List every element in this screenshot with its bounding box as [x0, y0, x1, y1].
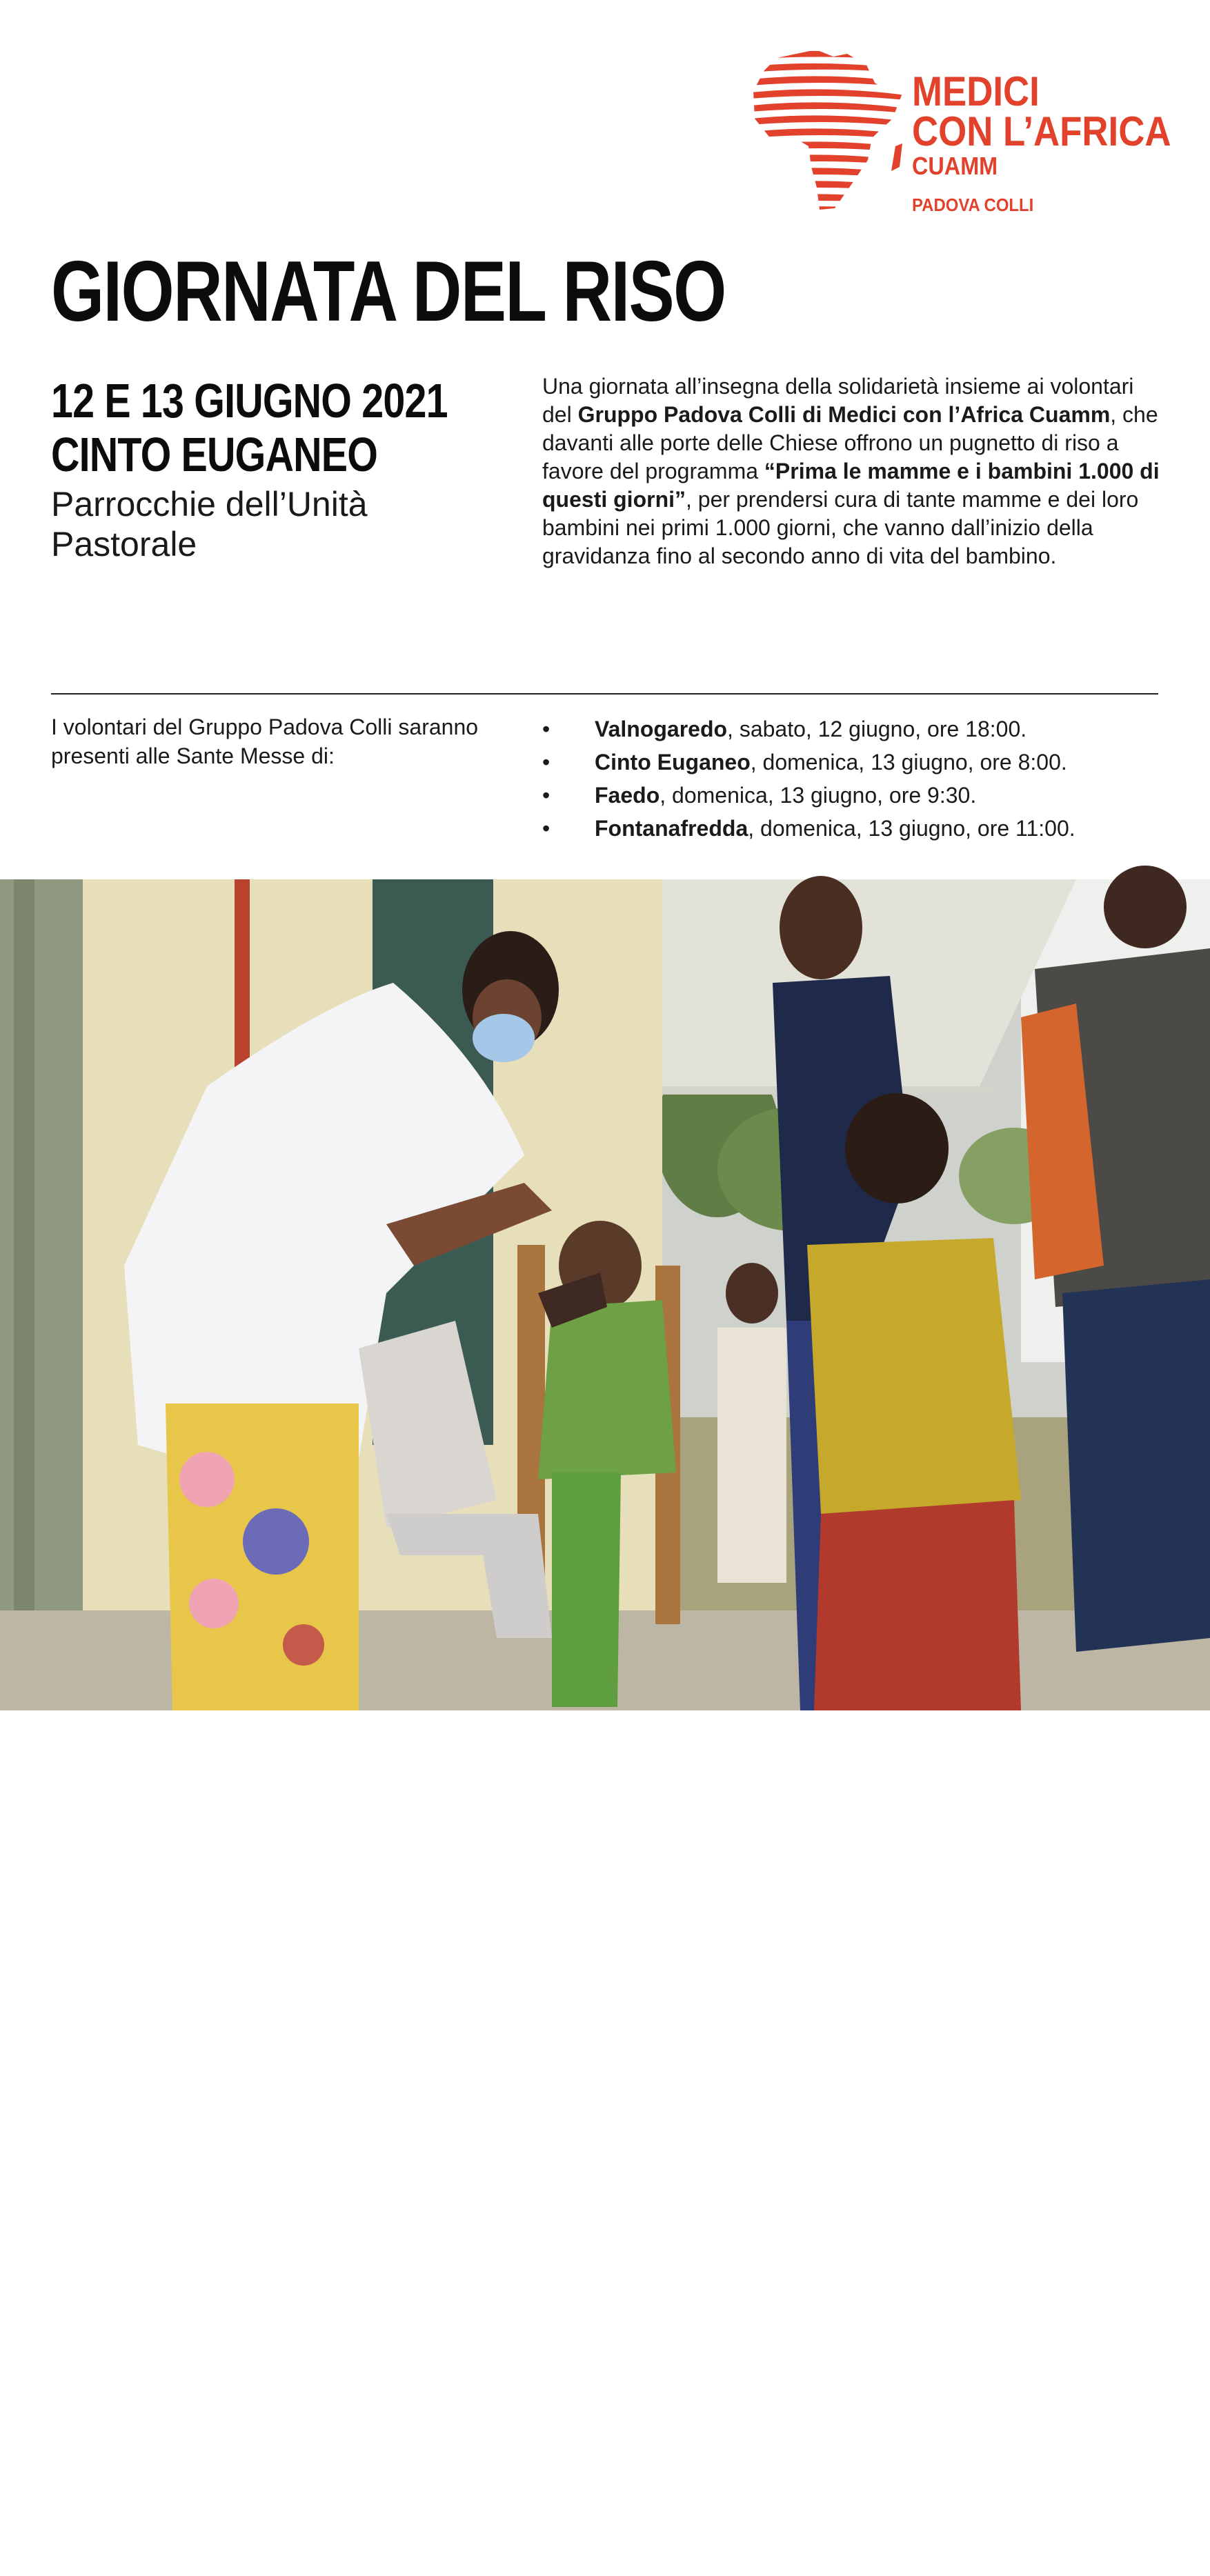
bullet: • — [542, 750, 551, 775]
mass-details: , domenica, 13 giugno, ore 8:00. — [750, 750, 1067, 775]
mass-place: Valnogaredo — [595, 717, 728, 741]
list-item — [542, 746, 1075, 779]
list-item — [542, 712, 1075, 746]
list-item — [542, 812, 1075, 845]
event-date: 12 E 13 GIUGNO 2021 — [51, 374, 448, 428]
mass-place: Faedo — [595, 783, 660, 808]
mass-details: , domenica, 13 giugno, ore 11:00. — [748, 816, 1075, 841]
description-bold-1: Gruppo Padova Colli di Medici con l’Africa Cuamm — [577, 402, 1111, 427]
brand-group-name: PADOVA COLLI — [912, 194, 1034, 215]
mass-schedule-list — [542, 712, 1075, 845]
mass-details: , domenica, 13 giugno, ore 9:30. — [659, 783, 977, 808]
brand-name-line2: CON L’AFRICA — [912, 108, 1171, 154]
event-description — [542, 372, 1163, 570]
description-bold-2: “Prima le mamme e i bambini 1.000 di questi giorni” — [542, 459, 1160, 512]
event-photo — [0, 879, 1210, 2576]
mass-place: Cinto Euganeo — [595, 750, 751, 775]
mass-details: , sabato, 12 giugno, ore 18:00. — [727, 717, 1027, 741]
event-info — [51, 374, 520, 564]
brand-name-line3: CUAMM — [912, 152, 998, 180]
event-place: CINTO EUGANEO — [51, 428, 378, 481]
section-divider — [51, 693, 1158, 695]
cuamm-logo — [751, 50, 1171, 222]
volunteers-text: I volontari del Gruppo Padova Colli saranno presenti alle Sante Messe di: — [51, 715, 479, 768]
brand-name-line1: MEDICI — [912, 68, 1040, 114]
mass-place: Fontanafredda — [595, 816, 748, 841]
page-title: GIORNATA DEL RISO — [51, 244, 726, 339]
list-item — [542, 779, 1075, 812]
description-text-1: Una giornata all’insegna della solidarietà insieme ai volontari del — [542, 374, 1134, 427]
clinic-scene-image — [0, 879, 1210, 1710]
bullet: • — [542, 783, 551, 808]
event-parishes: Parrocchie dell’Unità Pastorale — [51, 485, 368, 563]
description-text-2: , che davanti alle porte delle Chiese offrono un pugnetto di riso a favore del programma — [542, 402, 1158, 483]
africa-map-icon — [751, 50, 906, 215]
photo-credit: Foto di Nicola Berti — [1142, 2494, 1153, 2576]
bullet: • — [542, 717, 551, 741]
description-text-3: , per prendersi cura di tante mamme e dei loro bambini nei primi 1.000 giorni, che vanno dall’inizio della gravidanza fino al secondo anno di vita del bambino. — [542, 487, 1139, 568]
bullet: • — [542, 816, 551, 841]
